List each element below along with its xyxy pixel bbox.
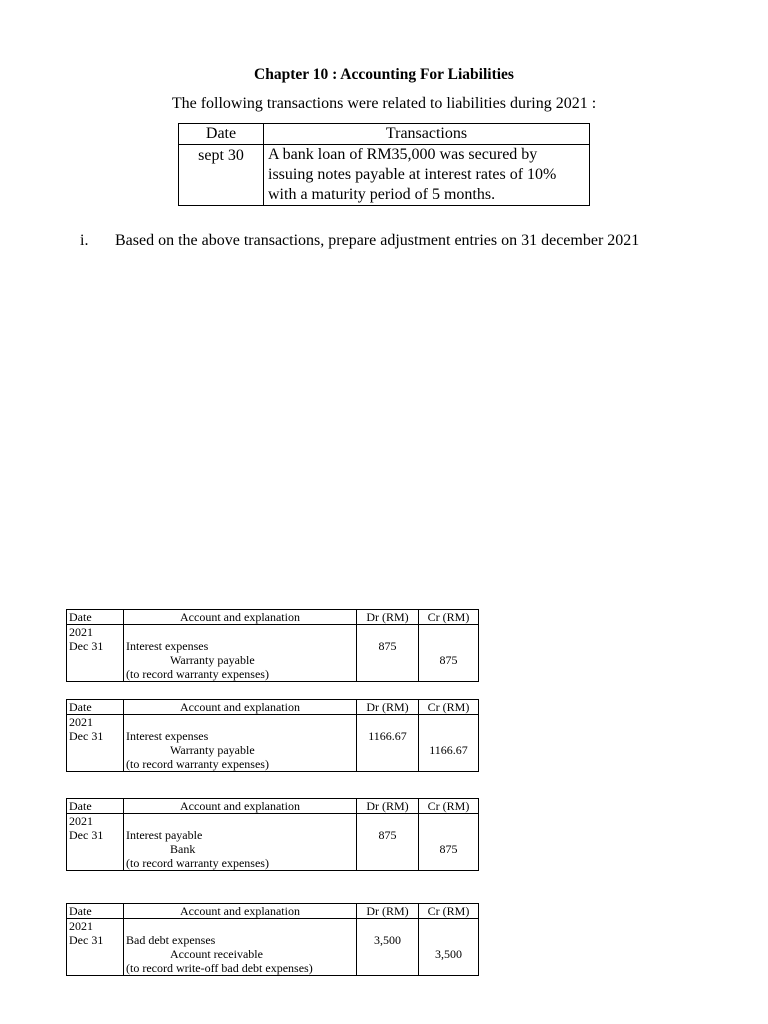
journal-account-cell [124,625,357,682]
credit-amount: 875 [419,814,479,871]
journal-date-header: Date [67,799,124,814]
journal-date: Dec 31 [69,828,104,842]
journal-account-header: Account and explanation [124,610,357,625]
debit-account: Interest expenses [126,729,209,743]
transaction-line: A bank loan of RM35,000 was secured by [268,146,538,163]
transactions-table [178,123,590,206]
journal-date-cell [67,715,124,772]
journal-explanation: (to record write-off bad debt expenses) [126,961,313,975]
journal-account-header: Account and explanation [124,904,357,919]
journal-account-cell [124,715,357,772]
journal-date: Dec 31 [69,933,104,947]
journal-year: 2021 [69,814,93,828]
journal-table-1 [66,609,479,682]
question [80,232,639,250]
debit-amount: 1166.67 [357,715,419,772]
journal-header-row [67,700,479,715]
journal-row [67,919,479,976]
credit-amount: 875 [419,625,479,682]
transaction-line: issuing notes payable at interest rates of 10% [268,166,557,183]
journal-row [67,625,479,682]
journal-date-header: Date [67,610,124,625]
journal-date-cell [67,814,124,871]
journal-explanation: (to record warranty expenses) [126,667,269,681]
journal-header-row [67,904,479,919]
credit-amount: 3,500 [419,919,479,976]
journal-table-3 [66,798,479,871]
journal-dr-header: Dr (RM) [357,610,419,625]
table-header-row [179,124,590,145]
journal-header-row [67,610,479,625]
question-number: i. [80,232,89,249]
journal-cr-header: Cr (RM) [419,610,479,625]
journal-date-header: Date [67,700,124,715]
journal-cr-header: Cr (RM) [419,700,479,715]
credit-amount: 1166.67 [419,715,479,772]
intro-text: The following transactions were related to liabilities during 2021 : [171,95,597,112]
journal-date: Dec 31 [69,639,104,653]
journal-account-header: Account and explanation [124,799,357,814]
journal-dr-header: Dr (RM) [357,799,419,814]
journal-cr-header: Cr (RM) [419,904,479,919]
journal-account-cell [124,919,357,976]
credit-account: Account receivable [170,947,263,961]
journal-table-4 [66,903,479,976]
journal-explanation: (to record warranty expenses) [126,757,269,771]
table-row [179,145,590,206]
journal-account-cell [124,814,357,871]
journal-header-row [67,799,479,814]
page-title: Chapter 10 : Accounting For Liabilities [254,66,514,83]
journal-row [67,715,479,772]
journal-year: 2021 [69,715,93,729]
credit-account: Warranty payable [170,653,255,667]
transaction-description [264,145,590,206]
journal-dr-header: Dr (RM) [357,700,419,715]
journal-year: 2021 [69,919,93,933]
journal-cr-header: Cr (RM) [419,799,479,814]
debit-amount: 875 [357,625,419,682]
debit-account: Interest payable [126,828,203,842]
transaction-line: with a maturity period of 5 months. [268,186,496,203]
journal-explanation: (to record warranty expenses) [126,856,269,870]
date-header: Date [179,124,264,145]
transaction-date: sept 30 [179,145,264,206]
journal-account-header: Account and explanation [124,700,357,715]
debit-amount: 875 [357,814,419,871]
debit-account: Bad debt expenses [126,933,216,947]
journal-year: 2021 [69,625,93,639]
journal-dr-header: Dr (RM) [357,904,419,919]
credit-account: Bank [170,842,196,856]
journal-table-2 [66,699,479,772]
journal-date-cell [67,625,124,682]
debit-account: Interest expenses [126,639,209,653]
journal-date-cell [67,919,124,976]
journal-date-header: Date [67,904,124,919]
journal-date: Dec 31 [69,729,104,743]
transactions-header: Transactions [264,124,590,145]
debit-amount: 3,500 [357,919,419,976]
journal-row [67,814,479,871]
question-text: Based on the above transactions, prepare adjustment entries on 31 december 2021 [115,232,640,249]
credit-account: Warranty payable [170,743,255,757]
